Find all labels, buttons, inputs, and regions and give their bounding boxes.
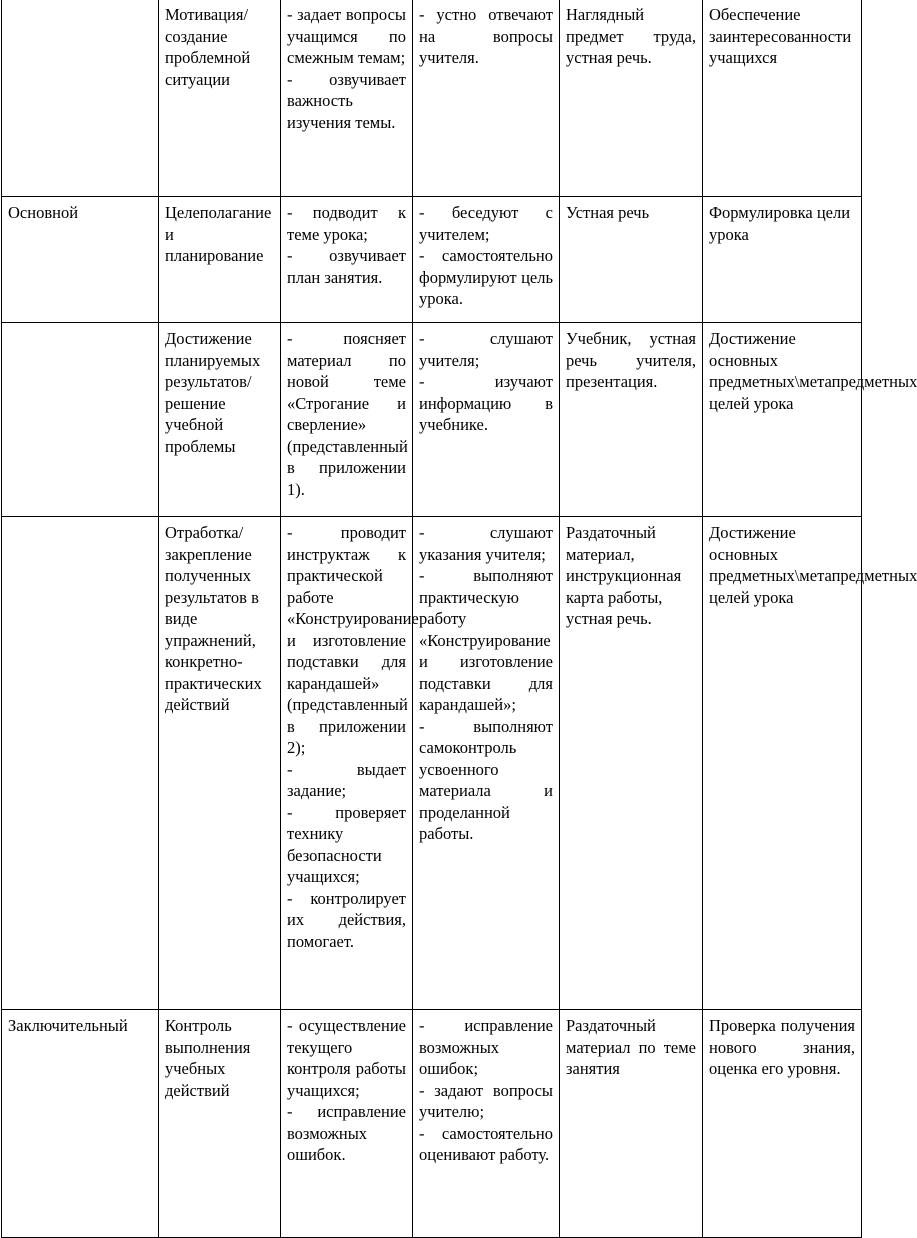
students-activity-cell: - беседуют с учителем; - самостоятельно формулируют цель урока. [413, 197, 560, 323]
teacher-activity-cell: - задает вопросы учащимся по смежным темам; - озвучивает важность изучения темы. [281, 0, 413, 197]
result-cell: Достижение основных предметных\метапредметных целей урока [703, 323, 862, 517]
students-activity-cell: - исправление возможных ошибок; - задают вопросы учителю; - самостоятельно оценивают работу. [413, 1010, 560, 1238]
means-cell: Раздаточный материал, инструкционная карта работы, устная речь. [560, 517, 703, 1010]
phase-cell [2, 323, 159, 517]
students-activity-cell: - устно отвечают на вопросы учителя. [413, 0, 560, 197]
result-cell: Обеспечение заинтересованности учащихся [703, 0, 862, 197]
phase-cell: Заключительный [2, 1010, 159, 1238]
phase-cell: Основной [2, 197, 159, 323]
lesson-plan-table [1, 0, 917, 1238]
means-cell: Наглядный предмет труда, устная речь. [560, 0, 703, 197]
table-row [2, 323, 862, 517]
step-cell: Достижение планируемых результатов/ решение учебной проблемы [159, 323, 281, 517]
means-cell: Учебник, устная речь учителя, презентация. [560, 323, 703, 517]
means-cell: Устная речь [560, 197, 703, 323]
means-cell: Раздаточный материал по теме занятия [560, 1010, 703, 1238]
step-cell: Целеполагание и планирование [159, 197, 281, 323]
table-row [2, 0, 862, 197]
table-row [2, 1010, 862, 1238]
teacher-activity-cell: - поясняет материал по новой теме «Строгание и сверление» (представленный в приложении 1). [281, 323, 413, 517]
step-cell: Мотивация/ создание проблемной ситуации [159, 0, 281, 197]
teacher-activity-cell: - осуществление текущего контроля работы учащихся; - исправление возможных ошибок. [281, 1010, 413, 1238]
students-activity-cell: - слушают указания учителя; - выполняют практическую работу «Конструирование и изготовление подставки для карандашей»; - выполняют самоконтроль усвоенного материала и проделанной работы. [413, 517, 560, 1010]
table-row [2, 197, 862, 323]
students-activity-cell: - слушают учителя; - изучают информацию в учебнике. [413, 323, 560, 517]
step-cell: Контроль выполнения учебных действий [159, 1010, 281, 1238]
result-cell: Проверка получения нового знания, оценка его уровня. [703, 1010, 862, 1238]
result-cell: Достижение основных предметных\метапредметных целей урока [703, 517, 862, 1010]
teacher-activity-cell: - проводит инструктаж к практической работе «Конструирование и изготовление подставки для карандашей» (представленный в приложении 2); - выдает задание; - проверяет технику безопасности учащихся; - контролирует их действия, помогает. [281, 517, 413, 1010]
teacher-activity-cell: - подводит к теме урока; - озвучивает план занятия. [281, 197, 413, 323]
result-cell: Формулировка цели урока [703, 197, 862, 323]
phase-cell [2, 0, 159, 197]
table-row [2, 517, 862, 1010]
phase-cell [2, 517, 159, 1010]
step-cell: Отработка/ закрепление полученных результатов в виде упражнений, конкретно-практических действий [159, 517, 281, 1010]
